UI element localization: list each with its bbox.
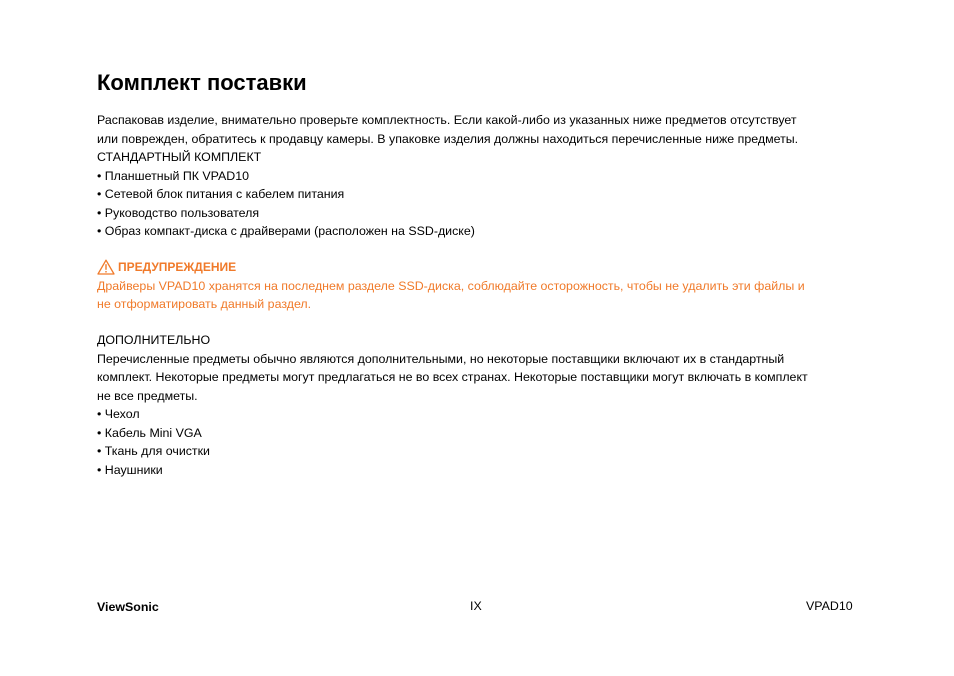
footer-model: VPAD10 [806,599,853,613]
intro-section [97,111,867,241]
optional-line: Перечисленные предметы обычно являются дополнительными, но некоторые поставщики включают их в стандартный [97,351,785,366]
document-page [97,0,867,676]
optional-section [97,331,867,479]
page-title: Комплект поставки [97,70,307,95]
footer-page-number: IX [470,599,482,613]
footer-brand: ViewSonic [97,600,159,614]
optional-line: не все предметы. [97,388,198,403]
list-item: • Планшетный ПК VPAD10 [97,168,250,183]
warning-line: не отформатировать данный раздел. [97,297,312,311]
standard-heading: СТАНДАРТНЫЙ КОМПЛЕКТ [97,150,262,164]
list-item: • Наушники [97,462,163,477]
list-item: • Ткань для очистки [97,444,210,458]
warning-header [97,258,867,277]
intro-line: Распаковав изделие, внимательно проверьте комплектность. Если какой-либо из указанных ниже предметов отсутствует [97,113,797,127]
list-item: • Кабель Mini VGA [97,425,202,440]
list-item: • Образ компакт-диска с драйверами (расположен на SSD-диске) [97,224,475,238]
warning-heading: ПРЕДУПРЕЖДЕНИЕ [118,260,237,274]
list-item: • Сетевой блок питания с кабелем питания [97,187,345,201]
optional-line: комплект. Некоторые предметы могут предлагаться не во всех странах. Некоторые поставщики могут включать в комплект [97,370,808,384]
warning-line: Драйверы VPAD10 хранятся на последнем разделе SSD-диска, соблюдайте осторожность, чтобы не удалить эти файлы и [97,278,805,293]
optional-heading: ДОПОЛНИТЕЛЬНО [97,333,211,347]
list-item: • Руководство пользователя [97,205,260,220]
intro-line: или поврежден, обратитесь к продавцу камеры. В упаковке изделия должны находиться перечисленные ниже предметы. [97,131,799,146]
warning-section [97,258,867,314]
warning-triangle-icon [97,259,115,275]
list-item: • Чехол [97,407,140,421]
